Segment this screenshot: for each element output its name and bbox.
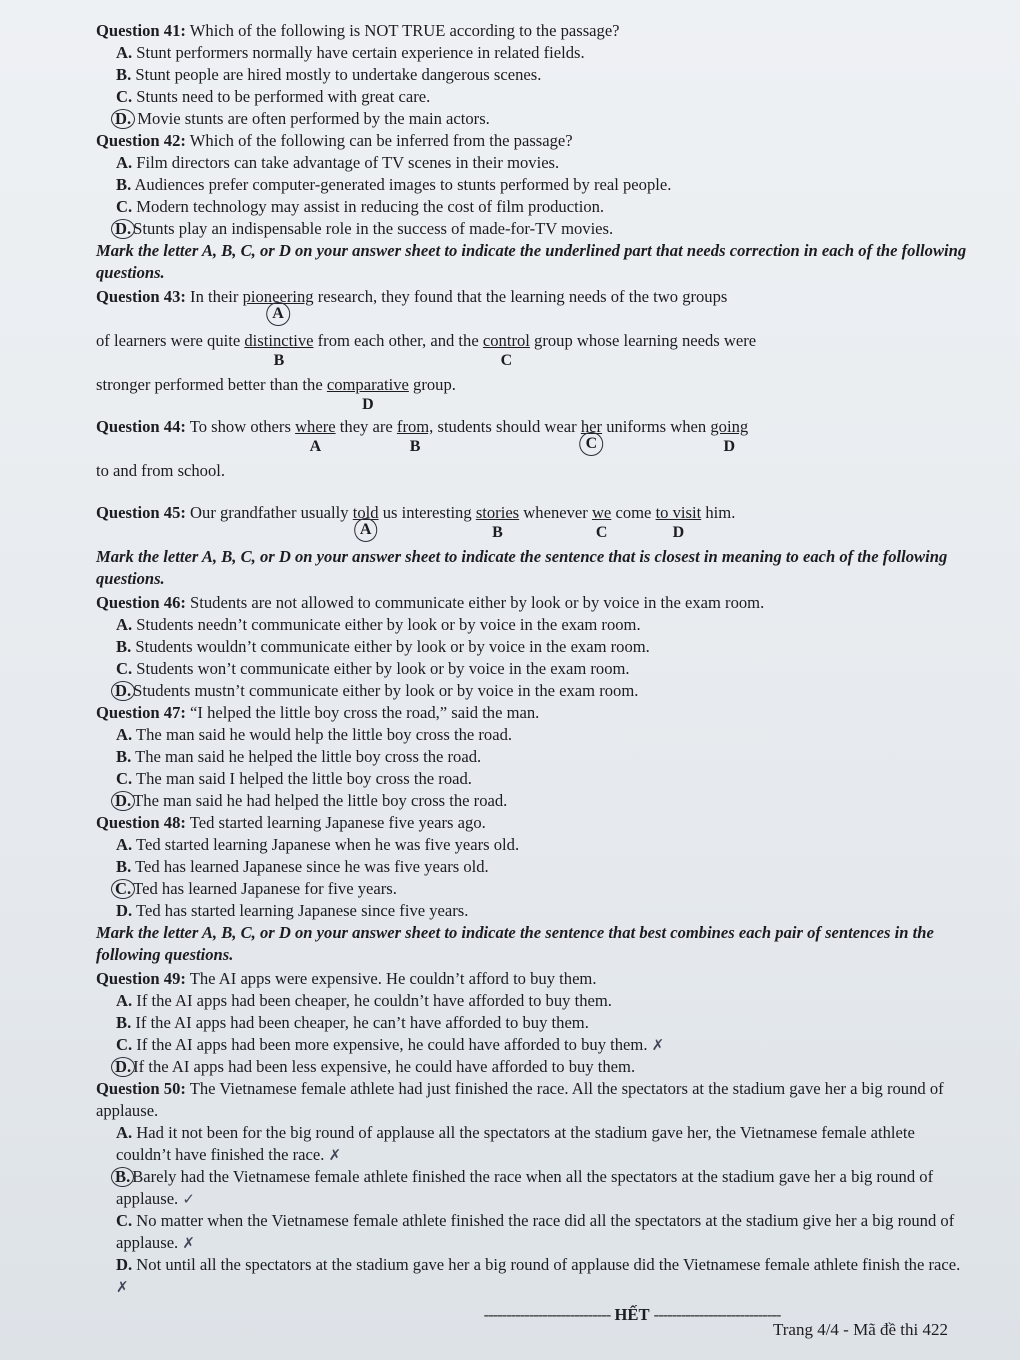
option-d: D. If the AI apps had been less expensive, he could have afforded to buy them.	[96, 1056, 968, 1078]
question-50	[96, 1078, 968, 1122]
option-b: B. Barely had the Vietnamese female athlete finished the race when all the spectators at the stadium gave her a big round of applause. ✓	[96, 1166, 968, 1210]
question-number: Question 47:	[96, 703, 186, 722]
option-c: C. Ted has learned Japanese for five years.	[96, 878, 968, 900]
option-d: D. Students mustn’t communicate either by look or by voice in the exam room.	[96, 680, 968, 702]
option-a: A. Ted started learning Japanese when he was five years old.	[116, 835, 520, 854]
option-c: C. Stunts need to be performed with great care.	[116, 87, 431, 106]
question-number: Question 50:	[96, 1079, 186, 1098]
section-instruction: Mark the letter A, B, C, or D on your answer sheet to indicate the sentence that is closest in meaning to each of the following questions.	[96, 547, 948, 588]
underlined-part-b: from, B	[396, 417, 434, 455]
option-c: C. Modern technology may assist in reducing the cost of film production.	[116, 197, 605, 216]
underlined-part-d: to visit D	[655, 503, 702, 541]
option-b: B. Stunt people are hired mostly to undertake dangerous scenes.	[116, 65, 542, 84]
question-number: Question 42:	[96, 131, 186, 150]
page-footer: Trang 4/4 - Mã đề thi 422	[772, 1320, 948, 1339]
circled-answer: D.	[111, 219, 135, 239]
underlined-part-a: pioneering A	[243, 286, 314, 308]
option-d: D. Stunts play an indispensable role in the success of made-for-TV movies.	[96, 218, 968, 240]
question-number: Question 48:	[96, 813, 186, 832]
underlined-part-a: told A	[353, 502, 379, 524]
option-b: B. The man said he helped the little boy cross the road.	[116, 747, 482, 766]
section-instruction: Mark the letter A, B, C, or D on your answer sheet to indicate the underlined part that needs correction in each of the following questions.	[96, 241, 967, 282]
cross-mark: ✗	[651, 1036, 665, 1054]
question-44: Question 44: To show others where A they are from, B students should wear her C uniforms when going D	[96, 417, 749, 455]
question-44-line-2: to and from school.	[96, 461, 226, 480]
cross-mark: ✗	[328, 1146, 342, 1164]
question-number: Question 45:	[96, 503, 186, 522]
cross-mark: ✗	[182, 1234, 195, 1252]
option-c: C. No matter when the Vietnamese female athlete finished the race did all the spectators at the stadium give her a big round of applause. ✗	[116, 1211, 955, 1252]
question-text: The Vietnamese female athlete had just finished the race. All the spectators at the stadium gave her a big round of applause.	[96, 1079, 944, 1120]
question-number: Question 44:	[96, 417, 186, 436]
question-number: Question 49:	[96, 969, 186, 988]
option-a: A. Stunt performers normally have certain experience in related fields.	[116, 43, 585, 62]
underlined-part-d: comparative D	[326, 375, 409, 413]
question-43-line-3: stronger performed better than the comparative D group.	[96, 375, 456, 413]
underlined-part-b: stories B	[475, 503, 520, 541]
check-mark: ✓	[182, 1190, 195, 1208]
question-49	[96, 968, 968, 990]
option-d: D. Movie stunts are often performed by the main actors.	[96, 108, 968, 130]
exam-content	[96, 20, 968, 1326]
circled-answer: D.	[111, 681, 135, 701]
option-a: A. Had it not been for the big round of applause all the spectators at the stadium gave her, the Vietnamese female athlete couldn’t have finished the race. ✗	[116, 1123, 915, 1164]
end-text: HẾT	[614, 1305, 650, 1324]
underlined-part-c: her C	[581, 416, 602, 438]
question-48	[96, 812, 968, 834]
section-instruction: Mark the letter A, B, C, or D on your answer sheet to indicate the sentence that best combines each pair of sentences in the following questions.	[96, 923, 934, 964]
question-number: Question 41:	[96, 21, 186, 40]
question-42	[96, 130, 968, 152]
question-text: Ted started learning Japanese five years ago.	[189, 813, 486, 832]
option-c: C. The man said I helped the little boy cross the road.	[116, 769, 472, 788]
circled-answer: D.	[111, 109, 135, 129]
question-46	[96, 592, 968, 614]
circled-answer: D.	[111, 791, 135, 811]
circled-answer: B.	[111, 1167, 134, 1187]
question-text: “I helped the little boy cross the road,” said the man.	[190, 703, 540, 722]
question-number: Question 43:	[96, 287, 186, 306]
cross-mark: ✗	[116, 1278, 129, 1296]
option-a: A. The man said he would help the little boy cross the road.	[116, 725, 513, 744]
option-d: D. The man said he had helped the little boy cross the road.	[96, 790, 968, 812]
option-a: A. If the AI apps had been cheaper, he couldn’t have afforded to buy them.	[116, 991, 612, 1010]
underlined-part-b: distinctive B	[244, 331, 314, 369]
end-marker: ---------------------------- HẾT ----------------------------	[483, 1305, 781, 1324]
option-c: C. Students won’t communicate either by look or by voice in the exam room.	[116, 659, 630, 678]
option-b: B. If the AI apps had been cheaper, he can’t have afforded to buy them.	[116, 1013, 589, 1032]
question-number: Question 46:	[96, 593, 186, 612]
underlined-part-d: going D	[710, 417, 749, 455]
option-d: D. Not until all the spectators at the stadium gave her a big round of applause did the Vietnamese female athlete finish the race. ✗	[116, 1255, 961, 1296]
question-43: Question 43: In their pioneering A research, they found that the learning needs of the two groups	[96, 286, 968, 308]
option-a: A. Film directors can take advantage of TV scenes in their movies.	[116, 153, 560, 172]
underlined-part-c: control C	[482, 331, 530, 369]
question-text: Which of the following can be inferred from the passage?	[189, 131, 573, 150]
option-d: D. Ted has started learning Japanese since five years.	[116, 901, 469, 920]
underlined-part-c: $\frac{we}{C}$	[591, 503, 612, 541]
question-text: Which of the following is NOT TRUE according to the passage?	[189, 21, 620, 40]
question-45: Question 45: Our grandfather usually told A us interesting stories B whenever $\frac{we}{C}$ come to visit D him.	[96, 503, 736, 541]
circled-answer: D.	[111, 1057, 135, 1077]
circled-answer: C.	[111, 879, 135, 899]
option-c: C. If the AI apps had been more expensive, he could have afforded to buy them. ✗	[116, 1035, 665, 1054]
question-41	[96, 20, 968, 42]
question-text: The AI apps were expensive. He couldn’t afford to buy them.	[189, 969, 597, 988]
option-b: B. Students wouldn’t communicate either by look or by voice in the exam room.	[116, 637, 650, 656]
question-47	[96, 702, 968, 724]
option-b: B. Audiences prefer computer-generated images to stunts performed by real people.	[116, 175, 672, 194]
option-b: B. Ted has learned Japanese since he was five years old.	[116, 857, 489, 876]
question-43-line-2: of learners were quite distinctive B from each other, and the control C group whose learning needs were	[96, 331, 757, 369]
option-a: A. Students needn’t communicate either by look or by voice in the exam room.	[116, 615, 641, 634]
question-text: Students are not allowed to communicate either by look or by voice in the exam room.	[190, 593, 765, 612]
underlined-part-a: where A	[295, 417, 336, 455]
